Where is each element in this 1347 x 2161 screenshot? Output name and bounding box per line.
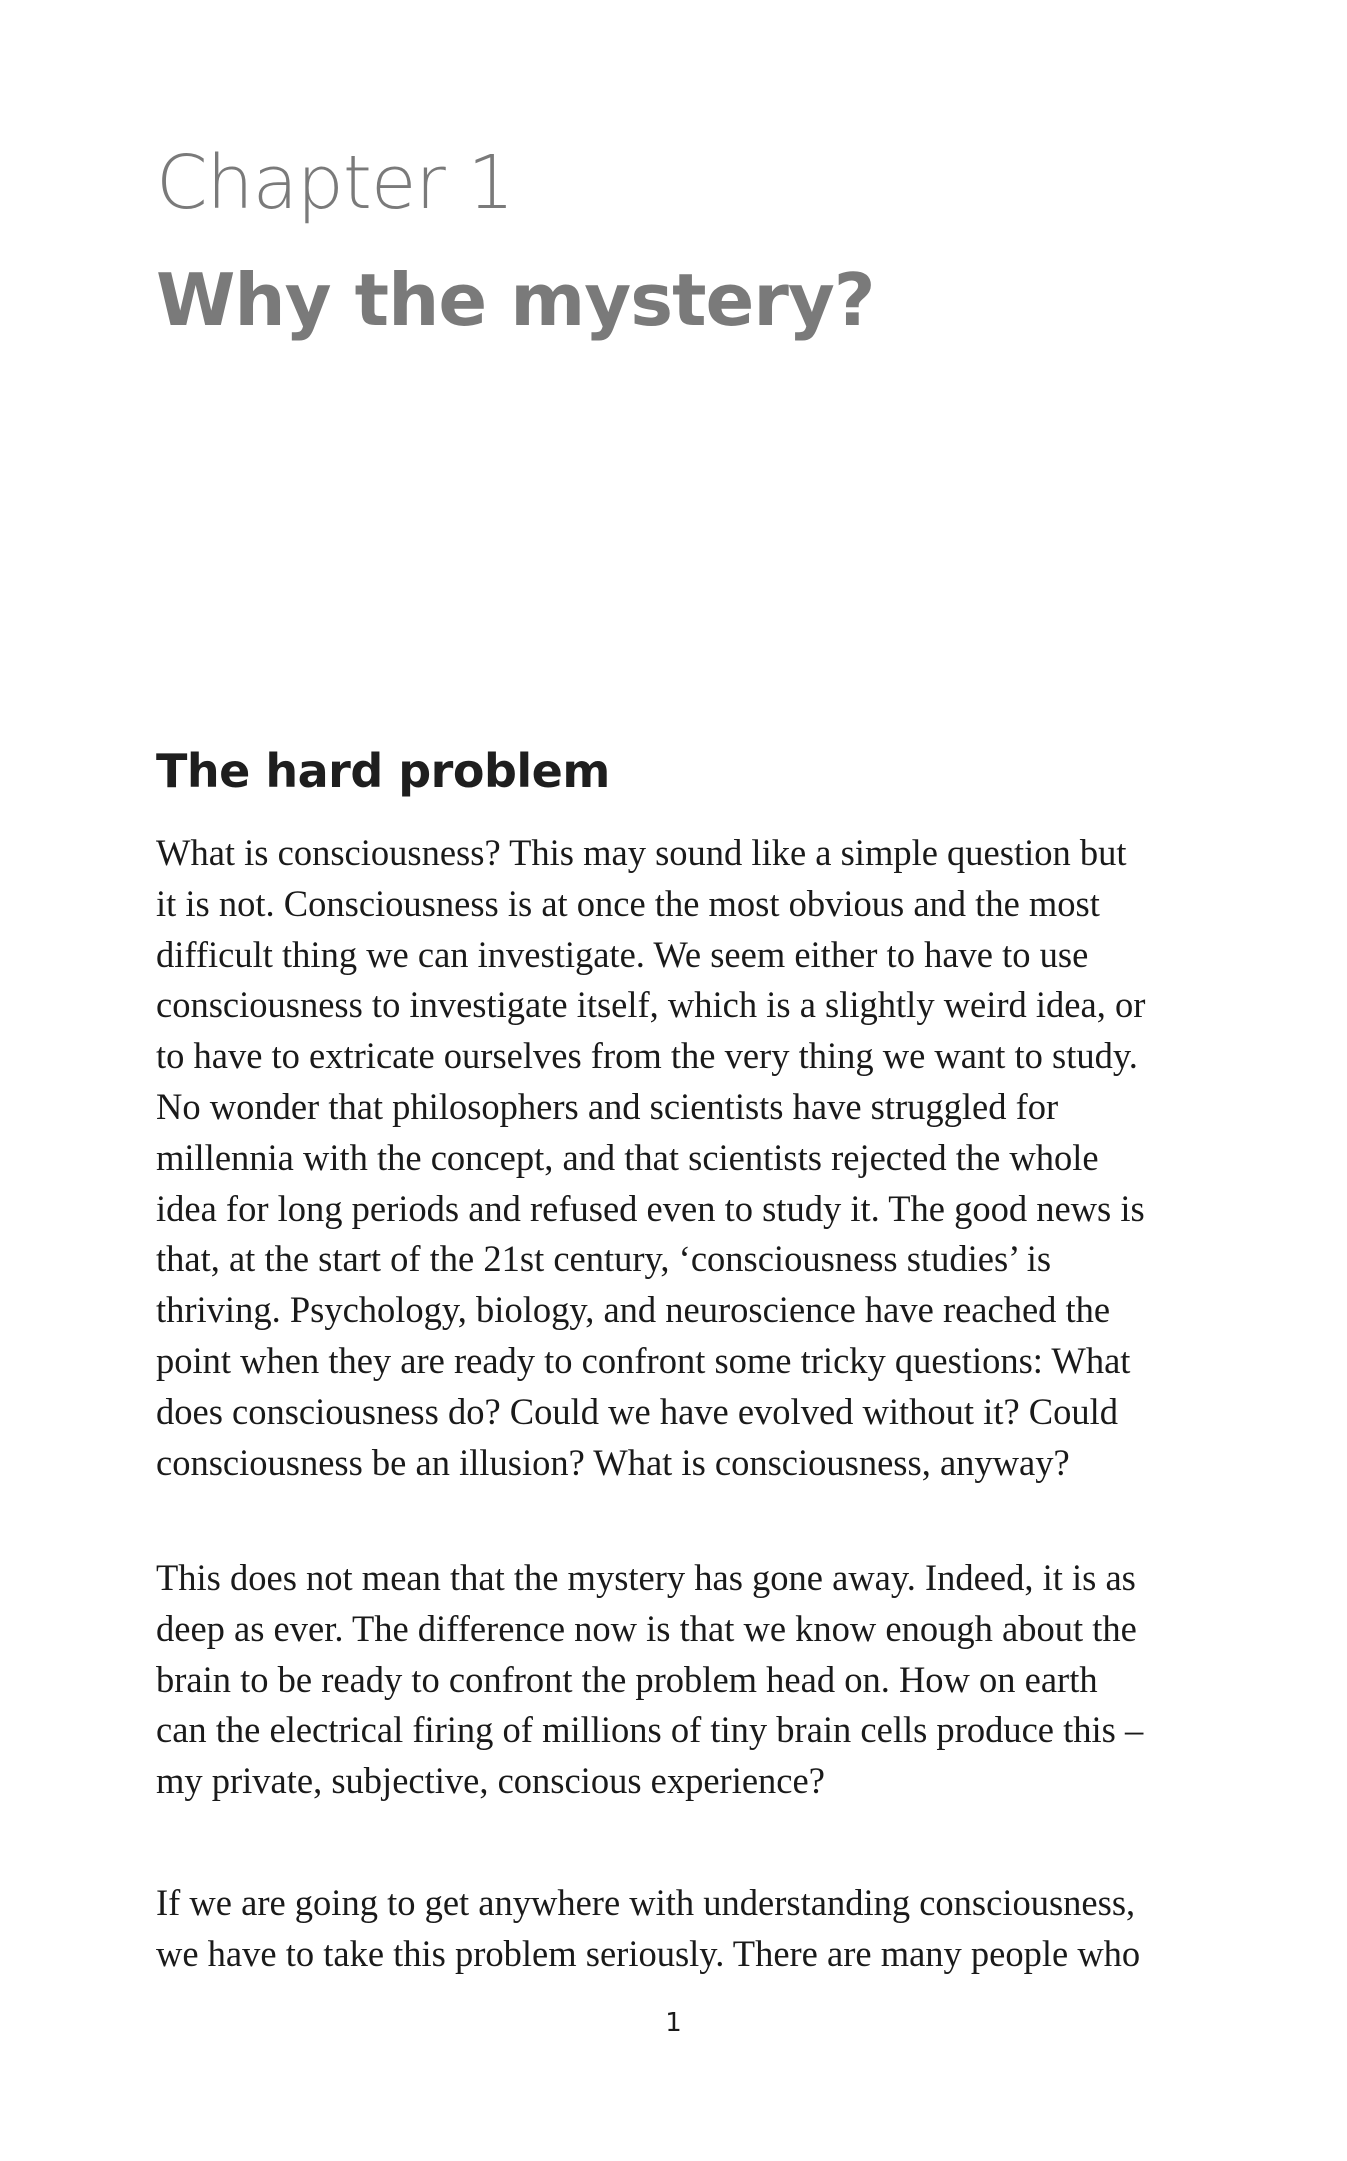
text-line: can the electrical firing of millions of tiny brain cells produce this – [156, 1709, 1144, 1751]
text-line: my private, subjective, conscious experience? [156, 1760, 825, 1802]
text-line: to have to extricate ourselves from the very thing we want to study. [156, 1035, 1138, 1077]
text-line: brain to be ready to confront the problem head on. How on earth [156, 1658, 1098, 1700]
chapter-title: Why the mystery? [156, 258, 875, 342]
text-line: idea for long periods and refused even to study it. The good news is [156, 1187, 1145, 1229]
text-line: point when they are ready to confront some tricky questions: What [156, 1339, 1131, 1381]
text-line: consciousness be an illusion? What is consciousness, anyway? [156, 1441, 1070, 1483]
page-number: 1 [665, 2008, 682, 2038]
text-line: we have to take this problem seriously. There are many people who [156, 1932, 1141, 1974]
chapter-label: Chapter 1 [156, 140, 514, 226]
text-line: No wonder that philosophers and scientists have struggled for [156, 1085, 1059, 1127]
text-line: that, at the start of the 21st century, ‘consciousness studies’ is [156, 1238, 1052, 1280]
text-line: deep as ever. The difference now is that we know enough about the [156, 1607, 1137, 1649]
text-line: What is consciousness? This may sound like a simple question but [156, 832, 1127, 873]
text-line: does consciousness do? Could we have evolved without it? Could [156, 1390, 1119, 1432]
text-line: consciousness to investigate itself, which is a slightly weird idea, or [156, 984, 1146, 1026]
text-line: This does not mean that the mystery has gone away. Indeed, it is as [156, 1557, 1136, 1598]
paragraph-3 [156, 1878, 1236, 1980]
text-line: If we are going to get anywhere with understanding consciousness, [156, 1882, 1136, 1923]
paragraph-1 [156, 828, 1236, 1488]
text-line: millennia with the concept, and that scientists rejected the whole [156, 1136, 1099, 1178]
text-line: thriving. Psychology, biology, and neuroscience have reached the [156, 1289, 1111, 1331]
paragraph-2 [156, 1553, 1236, 1807]
section-heading: The hard problem [156, 744, 610, 798]
text-line: difficult thing we can investigate. We seem either to have to use [156, 933, 1089, 975]
text-line: it is not. Consciousness is at once the most obvious and the most [156, 882, 1100, 924]
